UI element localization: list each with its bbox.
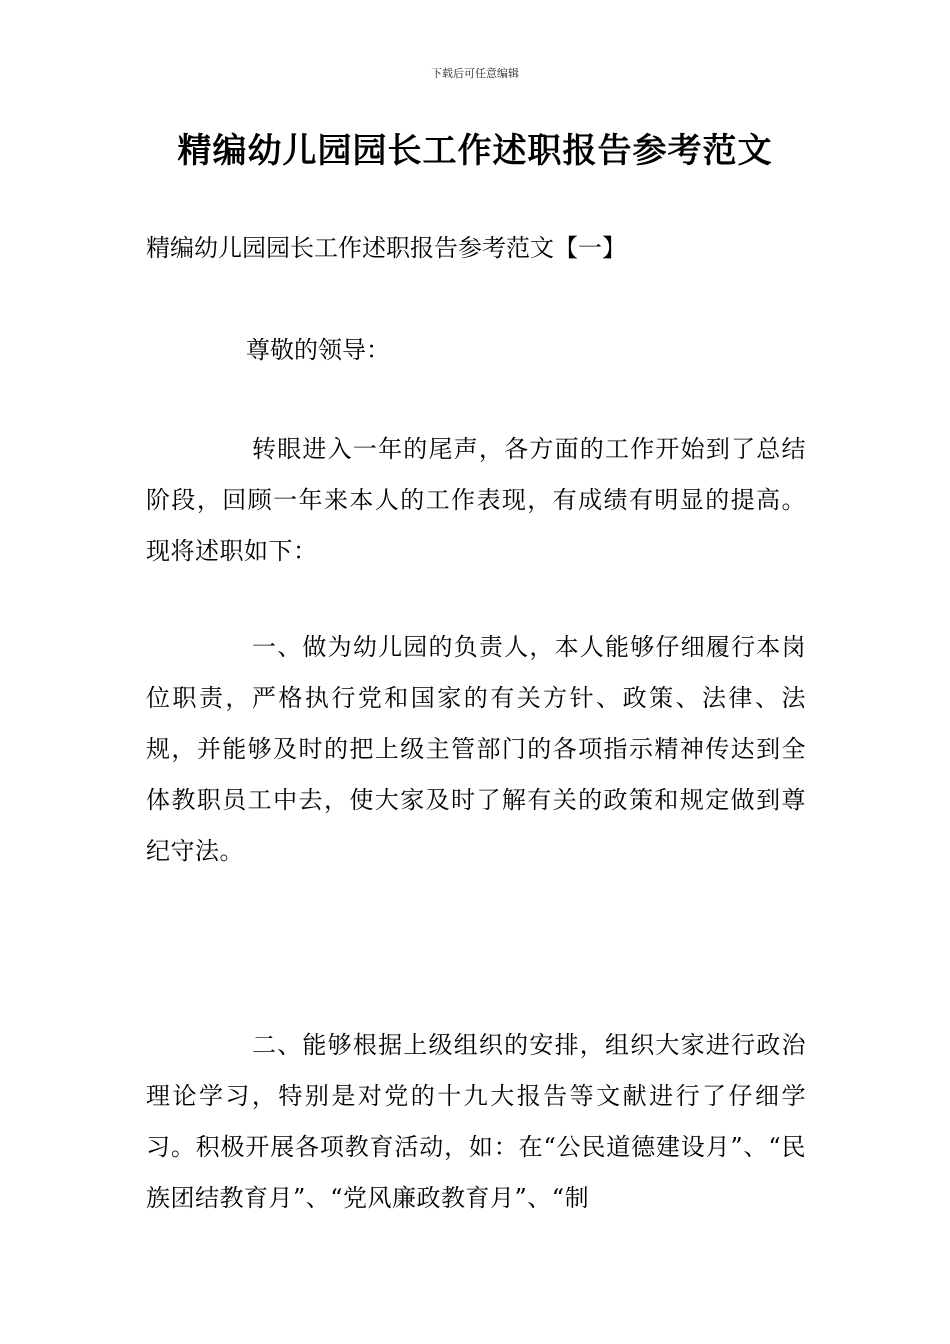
paragraph-intro: 转眼进入一年的尾声，各方面的工作开始到了总结阶段，回顾一年来本人的工作表现，有成绩有明显的提高。现将述职如下：	[146, 435, 806, 565]
salutation: 尊敬的领导：	[246, 336, 390, 364]
paragraph-point-one: 一、做为幼儿园的负责人，本人能够仔细履行本岗位职责，严格执行党和国家的有关方针、政策、法律、法规，并能够及时的把上级主管部门的各项指示精神传达到全体教职员工中去，使大家及时了解有关的政策和规定做到尊纪守法。	[146, 633, 806, 865]
document-title: 精编幼儿园园长工作述职报告参考范文	[177, 131, 773, 171]
paragraph-point-two: 二、能够根据上级组织的安排，组织大家进行政治理论学习，特别是对党的十九大报告等文献进行了仔细学习。积极开展各项教育活动，如：在“公民道德建设月”、“民族团结教育月”、“党风廉政教育月”、“制	[146, 1031, 806, 1212]
section-title: 精编幼儿园园长工作述职报告参考范文【一】	[146, 234, 626, 262]
header-note: 下载后可任意编辑	[431, 67, 519, 80]
